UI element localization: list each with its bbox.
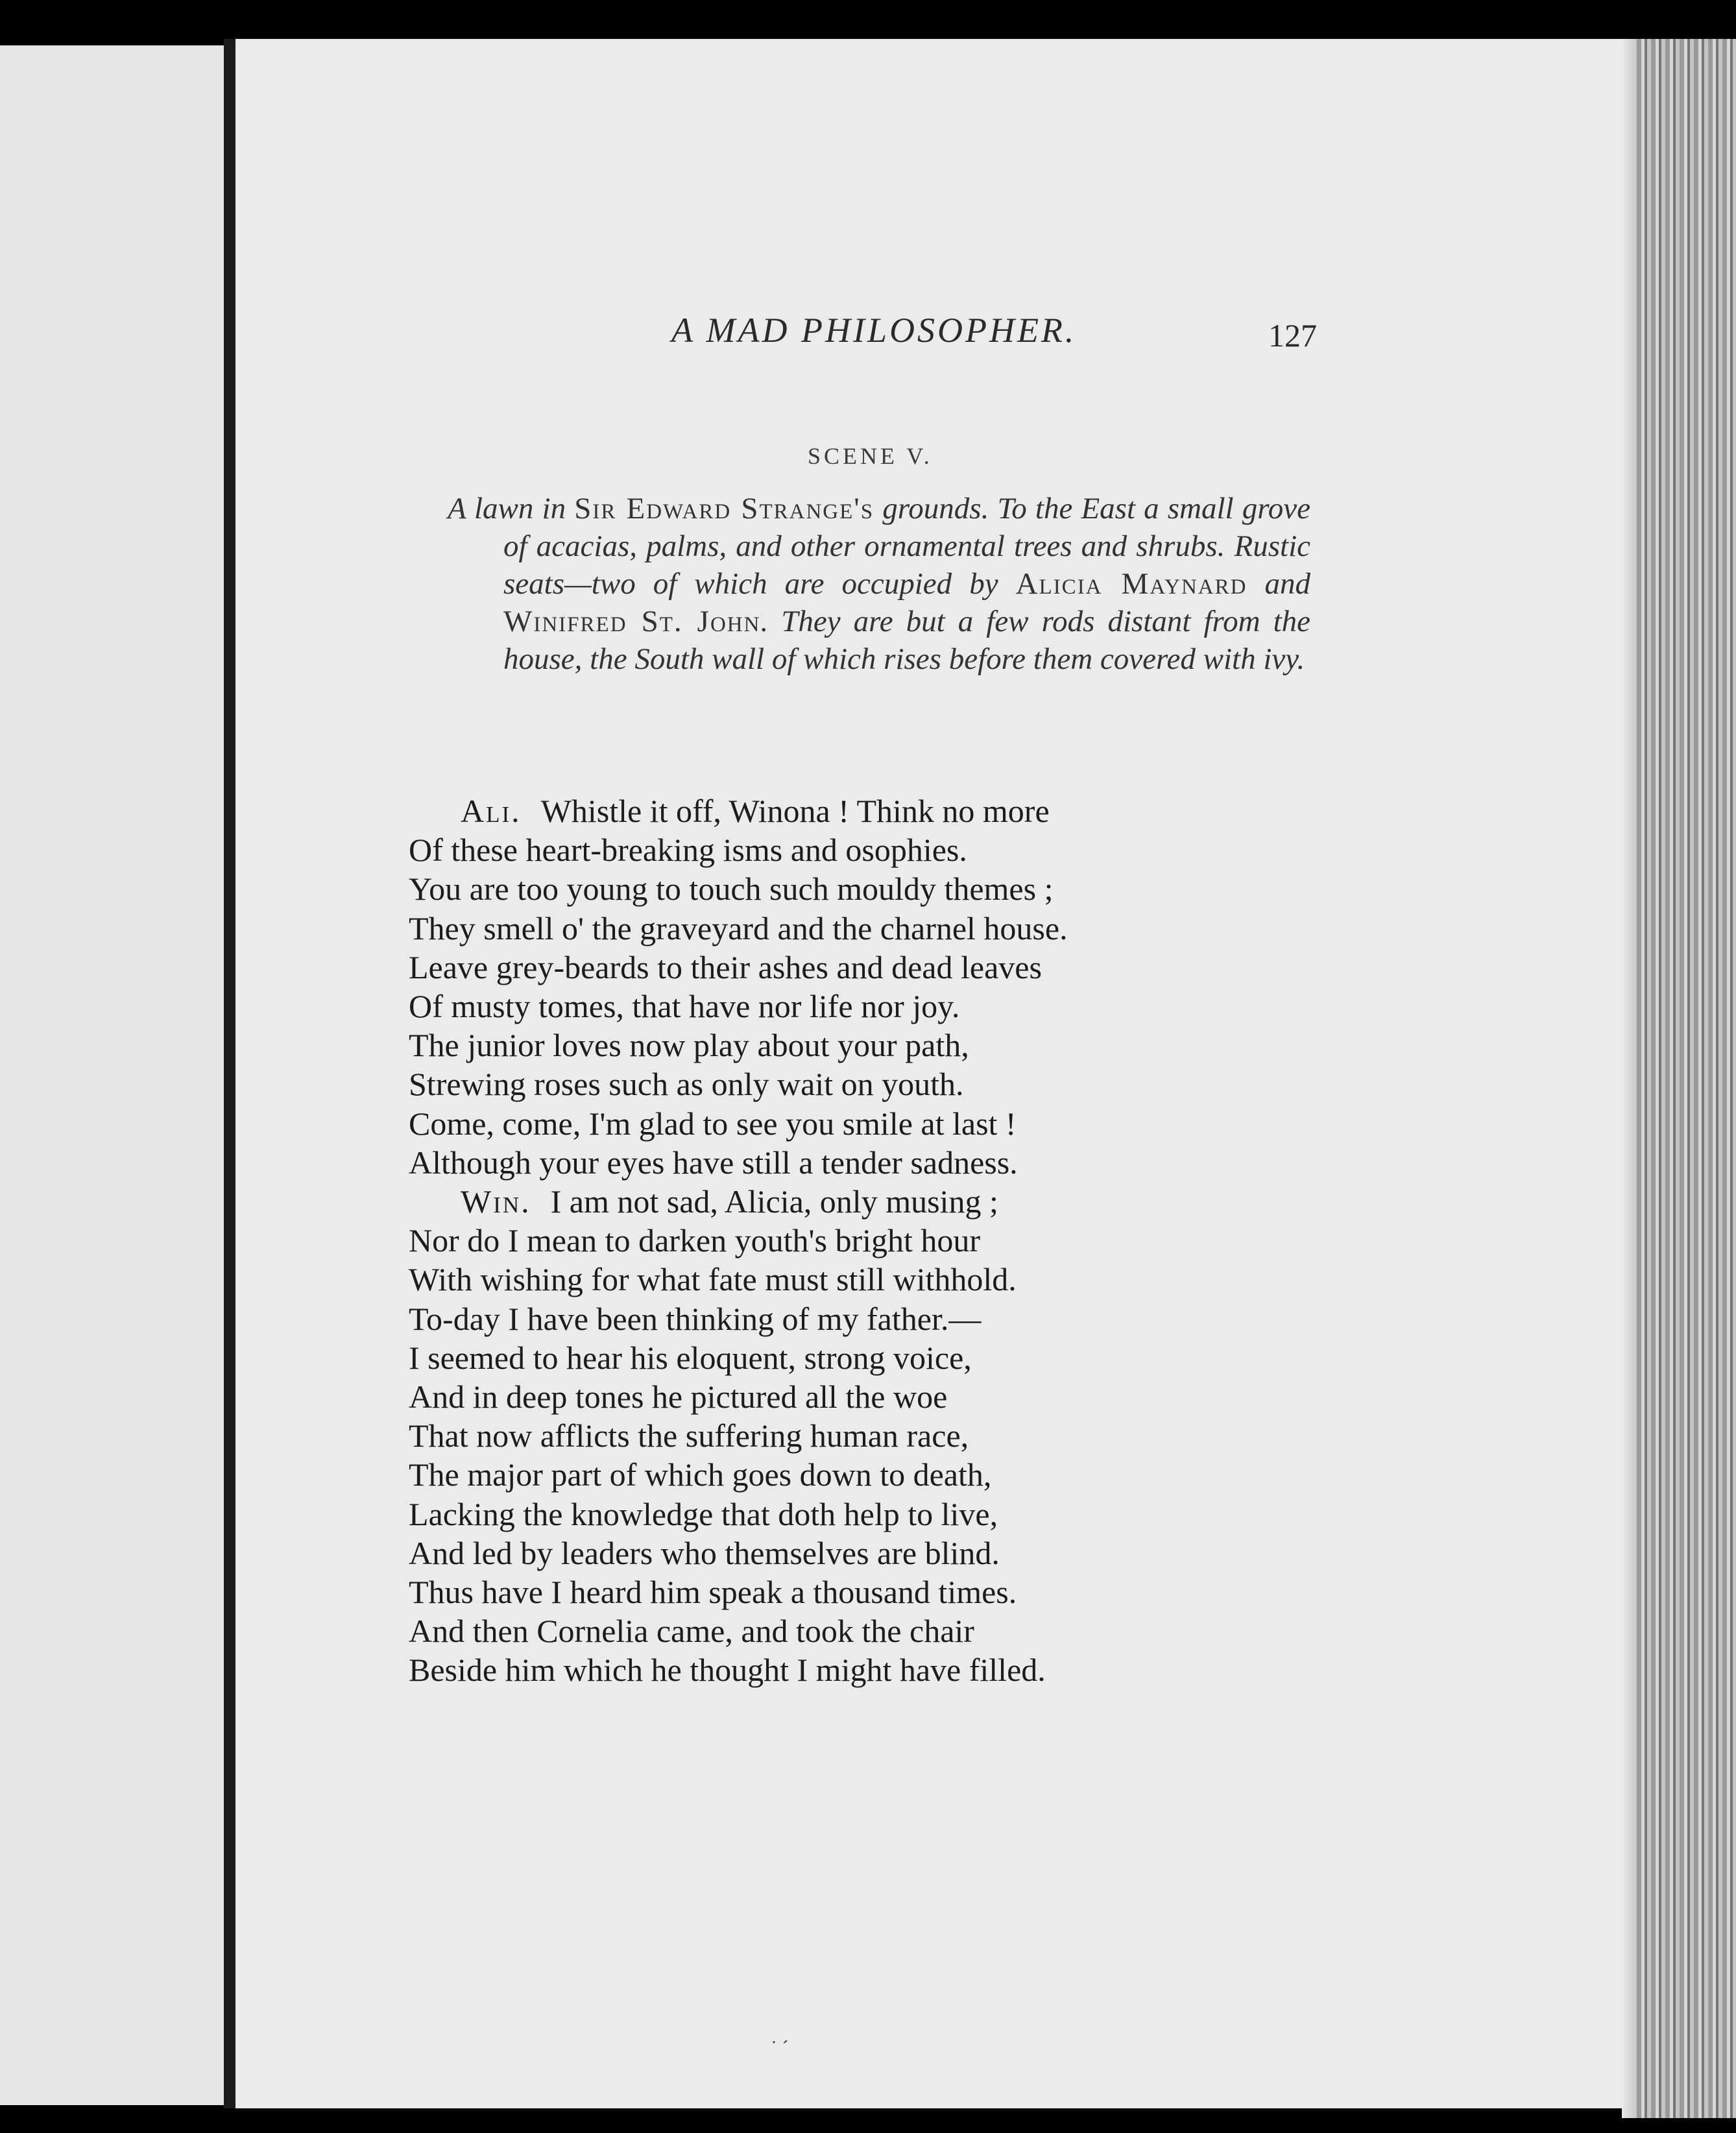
direction-text: . They are but a few rods distant from the house, the South wall of which rises before them covered with ivy. [503,605,1310,676]
verse-line: And then Cornelia came, and took the chair [409,1613,974,1650]
verse-line: To-day I have been thinking of my father.— [409,1300,982,1337]
verse-line: Leave grey-beards to their ashes and dead leaves [409,948,1042,985]
verse-line: And in deep tones he pictured all the woe [409,1379,948,1416]
character-name: Alicia Maynard [1015,567,1248,601]
scene-heading: SCENE V. [808,443,933,469]
verse-line: They smell o' the graveyard and the charnel house. [409,910,1068,946]
speaker-name: Ali. [461,793,522,829]
page-number: 127 [1268,317,1317,354]
verse-line: Thus have I heard him speak a thousand times. [409,1574,1017,1611]
verse-line: Nor do I mean to darken youth's bright hour [409,1222,981,1259]
verse-line: I seemed to hear his eloquent, strong voice, [409,1339,972,1376]
book-fore-edge [1637,39,1736,2118]
verse-line: Strewing roses such as only wait on youth. [409,1066,964,1103]
verse-line: Of these heart-breaking isms and osophies. [409,832,967,869]
stage-direction [448,490,1310,678]
verse-line: The major part of which goes down to death, [409,1456,992,1493]
verse-line: Of musty tomes, that have nor life nor joy. [409,988,960,1025]
verse-line: Win. I am not sad, Alicia, only musing ; [461,1183,998,1220]
book-gutter [224,39,235,2108]
verse-line: Beside him which he thought I might have filled. [409,1652,1046,1689]
running-head: A MAD PHILOSOPHER. [671,311,1077,350]
speaker-name: Win. [461,1183,531,1220]
dialogue [409,791,1284,1690]
verse-line: Ali. Whistle it off, Winona ! Think no more [461,793,1050,829]
verse-line: And led by leaders who themselves are blind. [409,1534,1000,1571]
verse-line: With wishing for what fate must still withhold. [409,1261,1017,1298]
verse-line: Lacking the knowledge that doth help to live, [409,1495,998,1532]
direction-text: and [1247,567,1311,601]
verse-line: That now afflicts the suffering human race, [409,1417,969,1454]
character-name: Winifred St. John [503,605,761,638]
verse-line: The junior loves now play about your path, [409,1027,969,1064]
verse-line: You are too young to touch such mouldy themes ; [409,871,1054,908]
direction-text: A lawn in [448,492,575,525]
verse-line: Come, come, I'm glad to see you smile at last ! [409,1105,1017,1142]
character-name: Sir Edward Strange's [574,492,874,525]
direction-text: grounds. To the East a small grove of acacias, palms, and other ornamental trees and shrubs. Rustic seats—two of which are occupied by [503,492,1311,601]
footer-mark: ˙ ˊ [771,2037,789,2058]
previous-page-edge [0,45,224,2105]
verse-line: Although your eyes have still a tender sadness. [409,1144,1018,1181]
